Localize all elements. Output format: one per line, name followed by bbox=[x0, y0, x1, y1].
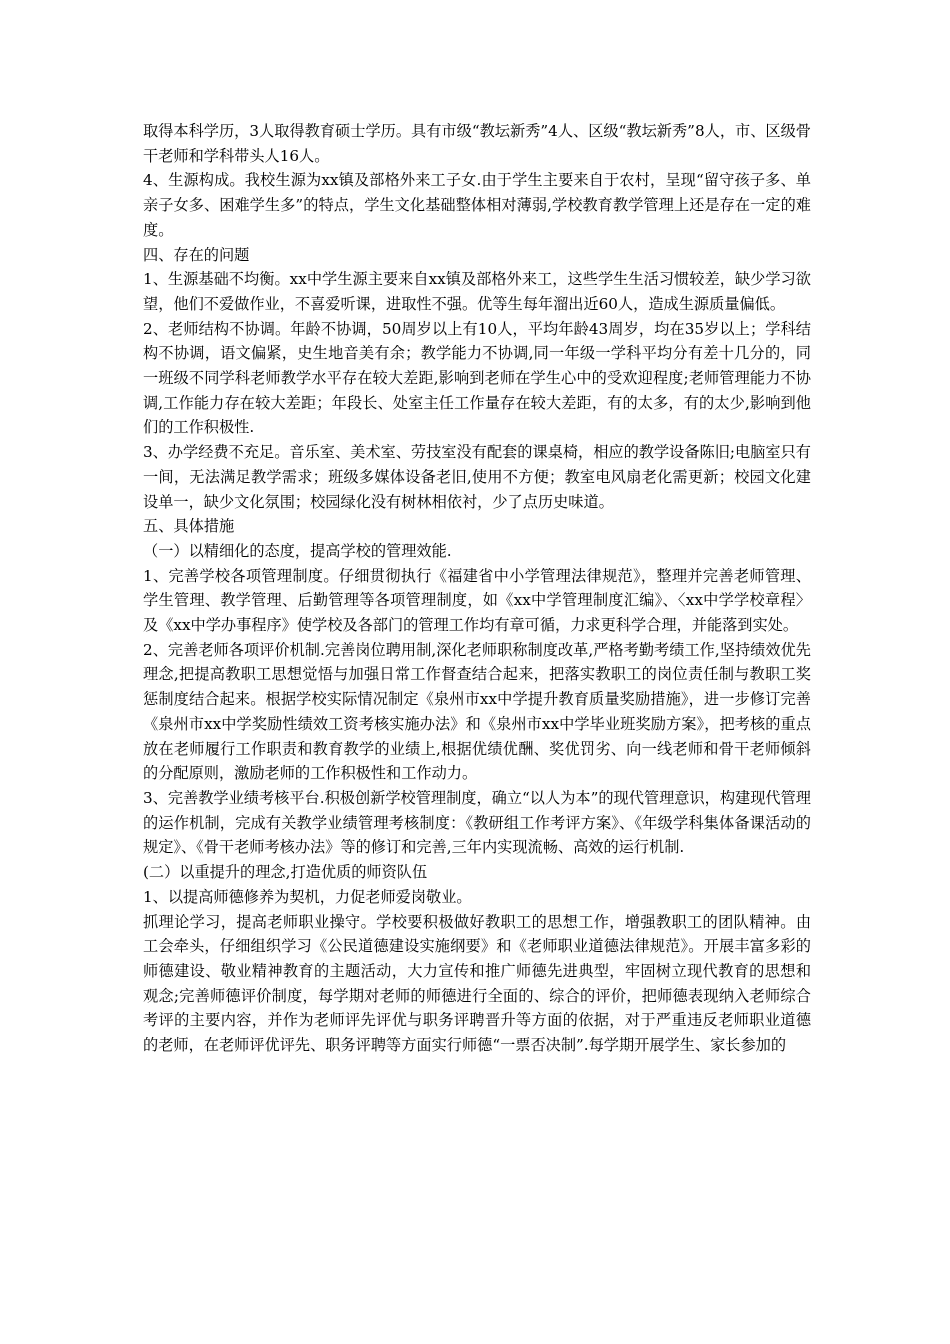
paragraph-management-system: 1、完善学校各项管理制度。仔细贯彻执行《福建省中小学管理法律规范》，整理并完善老师管理、学生管理、教学管理、后勤管理等各项管理制度，如《xx中学管理制度汇编》、〈xx中学学校章程〉及《xx中学办事程序》使学校及各部门的管理工作均有章可循，力求更科学合理，并能落到实处。 bbox=[143, 566, 811, 635]
paragraph-theory-study: 抓理论学习，提高老师职业操守。学校要积极做好教职工的思想工作，增强教职工的团队精神。由工会牵头，仔细组织学习《公民道德建设实施纲要》和《老师职业道德法律规范》。开展丰富多彩的师德建设、敬业精神教育的主题活动，大力宣传和推广师德先进典型，牢固树立现代教育的思想和观念;完善师德评价制度，每学期对老师的师德进行全面的、综合的评价，把师德表现纳入老师综合考评的主要内容，并作为老师评先评优与职务评聘晋升等方面的依据，对于严重违反老师职业道德的老师，在老师评优评先、职务评聘等方面实行师德“一票否决制”.每学期开展学生、家长参加的 bbox=[143, 912, 811, 1055]
paragraph-problem-student-base: 1、生源基础不均衡。xx中学生源主要来自xx镇及部格外来工，这些学生生活习惯较差，缺少学习欲望，他们不爱做作业，不喜爱听课，进取性不强。优等生每年溜出近60人，造成生源质量偏低。 bbox=[143, 270, 811, 313]
document-body bbox=[143, 119, 811, 1058]
paragraph-evaluation-mechanism: 2、完善老师各项评价机制.完善岗位聘用制,深化老师职称制度改革,严格考勤考绩工作,坚持绩效优先理念,把提高教职工思想觉悟与加强日常工作督查结合起来，把落实教职工的岗位责任制与教职工奖惩制度结合起来。根据学校实际情况制定《泉州市xx中学提升教育质量奖励措施》，进一步修订完善《泉州市xx中学奖励性绩效工资考核实施办法》和《泉州市xx中学毕业班奖励方案》，把考核的重点放在老师履行工作职责和教育教学的业绩上,根据优绩优酬、奖优罚劣、向一线老师和骨干老师倾斜的分配原则，激励老师的工作积极性和工作动力。 bbox=[143, 640, 811, 783]
subheading-teacher-team: (二）以重提升的理念,打造优质的师资队伍 bbox=[143, 863, 428, 882]
heading-existing-problems: 四、存在的问题 bbox=[143, 245, 250, 264]
paragraph-problem-teacher-structure: 2、老师结构不协调。年龄不协调，50周岁以上有10人，平均年龄43周岁，均在35岁以上；学科结构不协调，语文偏紧，史生地音美有余；教学能力不协调,同一年级一学科平均分有差十几分的，同一班级不同学科老师教学水平存在较大差距,影响到老师在学生心中的受欢迎程度;老师管理能力不协调,工作能力存在较大差距；年段长、处室主任工作量存在较大差距，有的太多，有的太少,影响到他们的工作积极性. bbox=[143, 319, 811, 437]
subheading-management-efficiency: （一）以精细化的态度，提高学校的管理效能. bbox=[143, 541, 452, 560]
paragraph-assessment-platform: 3、完善教学业绩考核平台.积极创新学校管理制度，确立“以人为本”的现代管理意识，构建现代管理的运作机制，完成有关教学业绩管理考核制度：《教研组工作考评方案》、《年级学科集体备课活动的规定》、《骨干老师考核办法》等的修订和完善,三年内实现流畅、高效的运行机制. bbox=[143, 788, 811, 857]
paragraph-student-source: 4、生源构成。我校生源为xx镇及部格外来工子女.由于学生主要来自于农村，呈现“留守孩子多、单亲子女多、困难学生多”的特点，学生文化基础整体相对薄弱,学校教育教学管理上还是存在一定的难度。 bbox=[143, 171, 811, 239]
paragraph-teacher-ethics-title: 1、以提高师德修养为契机，力促老师爱岗敬业。 bbox=[143, 887, 472, 906]
paragraph-problem-funding: 3、办学经费不充足。音乐室、美术室、劳技室没有配套的课桌椅，相应的教学设备陈旧;电脑室只有一间，无法满足教学需求；班级多媒体设备老旧,使用不方便；教室电风扇老化需更新；校园文化建设单一，缺少文化氛围；校园绿化没有树林相依衬，少了点历史味道。 bbox=[143, 443, 811, 511]
paragraph-teacher-qualifications: 取得本科学历，3人取得教育硕士学历。具有市级“教坛新秀”4人、区级“教坛新秀”8人，市、区级骨干老师和学科带头人16人。 bbox=[143, 122, 811, 165]
heading-specific-measures: 五、具体措施 bbox=[143, 517, 235, 536]
